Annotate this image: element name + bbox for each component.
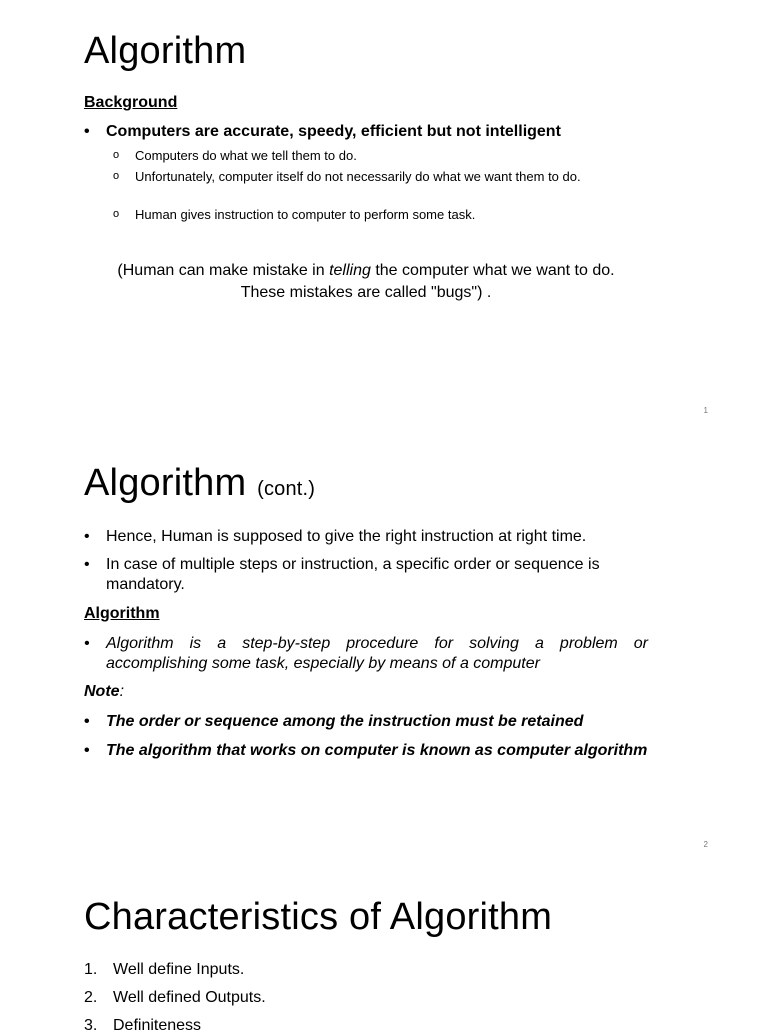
list-item-text: Well define Inputs. xyxy=(113,961,245,978)
page-number: 1 xyxy=(703,406,708,415)
note-bullet-2 xyxy=(84,741,648,761)
main-bullet xyxy=(84,122,648,142)
bullet-icon: • xyxy=(84,742,90,759)
section-heading-algorithm: Algorithm xyxy=(84,605,160,622)
circle-bullet-icon: o xyxy=(113,170,120,182)
note-colon: : xyxy=(119,683,125,700)
slide-title: Algorithm xyxy=(84,30,247,72)
list-number: 3. xyxy=(84,1017,98,1034)
slide-1 xyxy=(0,0,768,430)
list-item xyxy=(84,1016,648,1036)
sub-bullet-text: Computers do what we tell them to do. xyxy=(135,148,357,163)
main-bullet-text: Computers are accurate, speedy, efficient but not intelligent xyxy=(106,123,561,140)
list-item xyxy=(84,988,648,1008)
bullet-2 xyxy=(84,555,648,595)
note-emphasis: telling xyxy=(329,262,371,279)
definition-bullet xyxy=(84,634,648,674)
definition-text: Algorithm is a step-by-step procedure for solving a problem or accomplishing some task, especially by means of a computer xyxy=(106,635,648,672)
slide-title xyxy=(84,462,315,505)
slide-3 xyxy=(0,860,768,1034)
bugs-note-line-1 xyxy=(84,260,648,282)
slide-2 xyxy=(0,430,768,860)
sub-bullet-1 xyxy=(113,147,633,164)
note-label xyxy=(84,683,124,701)
list-item-text: Definiteness xyxy=(113,1017,202,1034)
page-number: 2 xyxy=(703,840,708,849)
slide-title-text: Algorithm xyxy=(84,462,247,504)
bullet-icon: • xyxy=(84,123,90,140)
bugs-note xyxy=(84,260,648,304)
circle-bullet-icon: o xyxy=(113,149,120,161)
note-text: (Human can make mistake in xyxy=(117,262,330,279)
sub-bullet-3 xyxy=(113,206,633,223)
bullet-text: Hence, Human is supposed to give the right instruction at right time. xyxy=(106,528,587,545)
note-text: the computer what we want to do. xyxy=(370,262,615,279)
list-number: 1. xyxy=(84,961,98,978)
sub-bullet-2 xyxy=(113,168,633,185)
list-number: 2. xyxy=(84,989,98,1006)
section-heading-background: Background xyxy=(84,94,178,111)
bullet-icon: • xyxy=(84,713,90,730)
list-item-text: Well defined Outputs. xyxy=(113,989,266,1006)
sub-bullet-text: Human gives instruction to computer to perform some task. xyxy=(135,207,476,222)
list-item xyxy=(84,960,648,980)
slide-title: Characteristics of Algorithm xyxy=(84,896,553,938)
bugs-note-line-2: These mistakes are called "bugs") . xyxy=(240,284,492,301)
note-bullet-text: The order or sequence among the instruction must be retained xyxy=(106,713,584,730)
note-label-text: Note xyxy=(84,683,120,700)
bullet-icon: • xyxy=(84,635,90,652)
slide-title-suffix: (cont.) xyxy=(257,478,316,500)
bullet-icon: • xyxy=(84,556,90,573)
bullet-icon: • xyxy=(84,528,90,545)
bullet-text: In case of multiple steps or instruction, a specific order or sequence is mandatory. xyxy=(106,556,600,593)
sub-bullet-text: Unfortunately, computer itself do not necessarily do what we want them to do. xyxy=(135,169,581,184)
bullet-1 xyxy=(84,527,648,547)
circle-bullet-icon: o xyxy=(113,208,120,220)
note-bullet-1 xyxy=(84,712,648,732)
note-bullet-text: The algorithm that works on computer is known as computer algorithm xyxy=(106,742,648,759)
